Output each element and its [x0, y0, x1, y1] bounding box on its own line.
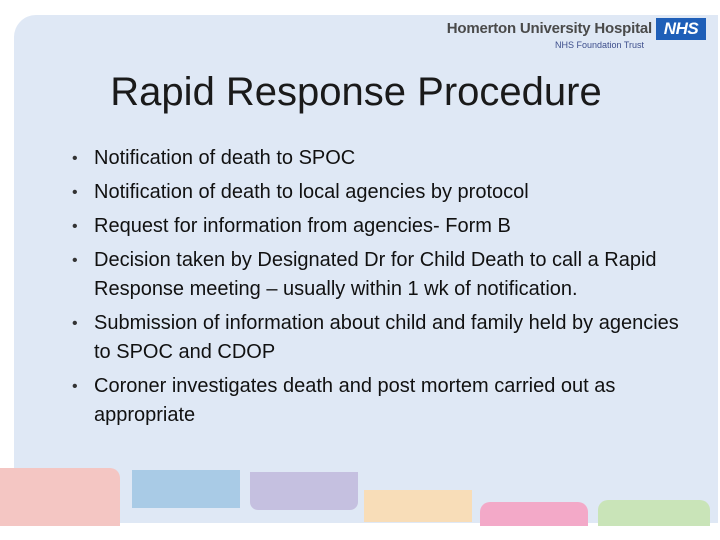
- slide-title-text: Rapid Response Procedure: [110, 70, 602, 114]
- bullet-text: Submission of information about child and family held by agencies to SPOC and CDOP: [94, 312, 679, 363]
- logo-hospital-name: Homerton University Hospital: [446, 20, 652, 37]
- bullet-text: Decision taken by Designated Dr for Child Death to call a Rapid Response meeting – usually within 1 wk of notification.: [94, 249, 657, 300]
- bullet-item: [72, 144, 682, 173]
- slide-title: [0, 70, 720, 115]
- bullet-icon: •: [72, 252, 78, 269]
- decorative-strip-green: [598, 500, 710, 526]
- decorative-strip-pink: [0, 468, 120, 526]
- bullet-icon: •: [72, 184, 78, 201]
- bullet-text: Notification of death to SPOC: [94, 147, 356, 169]
- decorative-strip-lavender: [250, 472, 358, 510]
- bullet-text: Request for information from agencies- Form B: [94, 215, 511, 237]
- decorative-strip-blue: [132, 470, 240, 508]
- bullet-text: Coroner investigates death and post mortem carried out as appropriate: [94, 375, 616, 426]
- decorative-strip-peach: [364, 490, 472, 522]
- bullet-item: [72, 212, 682, 241]
- bullet-item: [72, 309, 682, 367]
- bullet-icon: •: [72, 378, 78, 395]
- nhs-badge: NHS: [656, 18, 706, 40]
- bullet-icon: •: [72, 218, 78, 235]
- hospital-logo: [406, 16, 706, 56]
- bullet-icon: •: [72, 150, 78, 167]
- bullet-list: [72, 144, 682, 435]
- bullet-item: [72, 372, 682, 430]
- bullet-icon: •: [72, 315, 78, 332]
- bullet-item: [72, 246, 682, 304]
- bullet-text: Notification of death to local agencies by protocol: [94, 181, 529, 203]
- decorative-strip-magenta: [480, 502, 588, 526]
- bullet-item: [72, 178, 682, 207]
- logo-trust-name: NHS Foundation Trust: [554, 40, 644, 50]
